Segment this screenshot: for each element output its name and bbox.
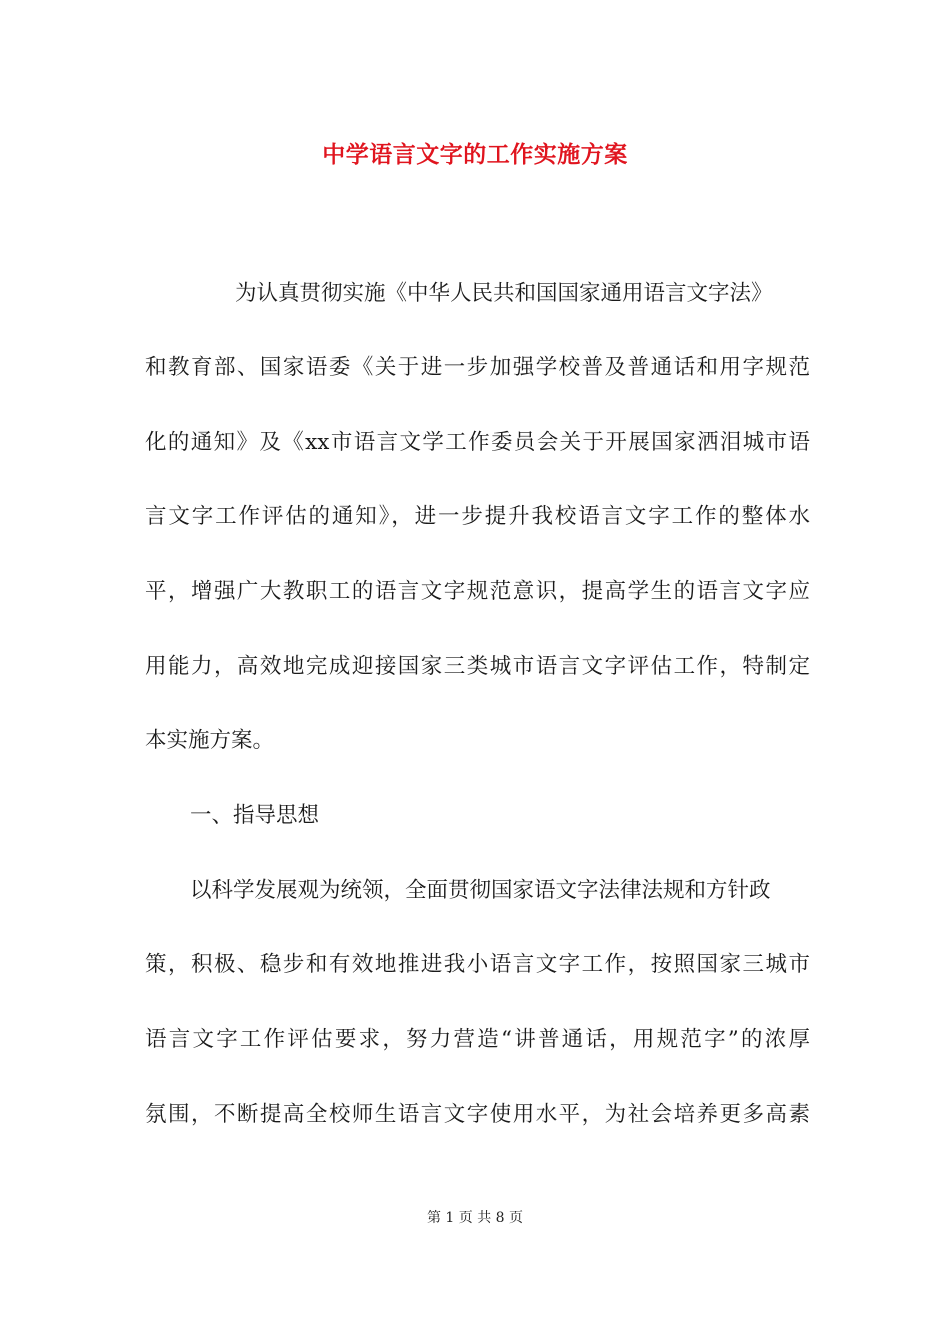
body-line-11: 语言文字工作评估要求，努力营造“讲普通话，用规范字”的浓厚 xyxy=(145,1027,810,1052)
body-line-9: 以科学发展观为统领，全面贯彻国家语文字法律法规和方针政 xyxy=(190,878,771,903)
page-number-footer: 第 1 页 共 8 页 xyxy=(426,1210,524,1226)
body-line-2: 和教育部、国家语委《关于进一步加强学校普及普通话和用字规范 xyxy=(145,355,810,380)
document-title: 中学语言文字的工作实施方案 xyxy=(322,141,628,168)
section-heading: 一、指导思想 xyxy=(190,803,320,828)
body-line-6: 用能力，高效地完成迎接国家三类城市语言文字评估工作，特制定 xyxy=(145,654,810,679)
body-line-4: 言文字工作评估的通知》，进一步提升我校语言文字工作的整体水 xyxy=(145,504,810,529)
body-line-10: 策，积极、稳步和有效地推进我小语言文字工作，按照国家三城市 xyxy=(145,952,810,977)
body-line-12: 氛围，不断提高全校师生语言文字使用水平，为社会培养更多高素 xyxy=(145,1102,810,1127)
body-line-1: 为认真贯彻实施《中华人民共和国国家通用语言文字法》 xyxy=(235,281,773,306)
body-line-3: 化的通知》及《xx市语言文学工作委员会关于开展国家洒泪城市语 xyxy=(145,430,810,455)
body-line-5: 平，增强广大教职工的语言文字规范意识，提高学生的语言文字应 xyxy=(145,579,810,604)
body-line-7: 本实施方案。 xyxy=(145,728,275,753)
